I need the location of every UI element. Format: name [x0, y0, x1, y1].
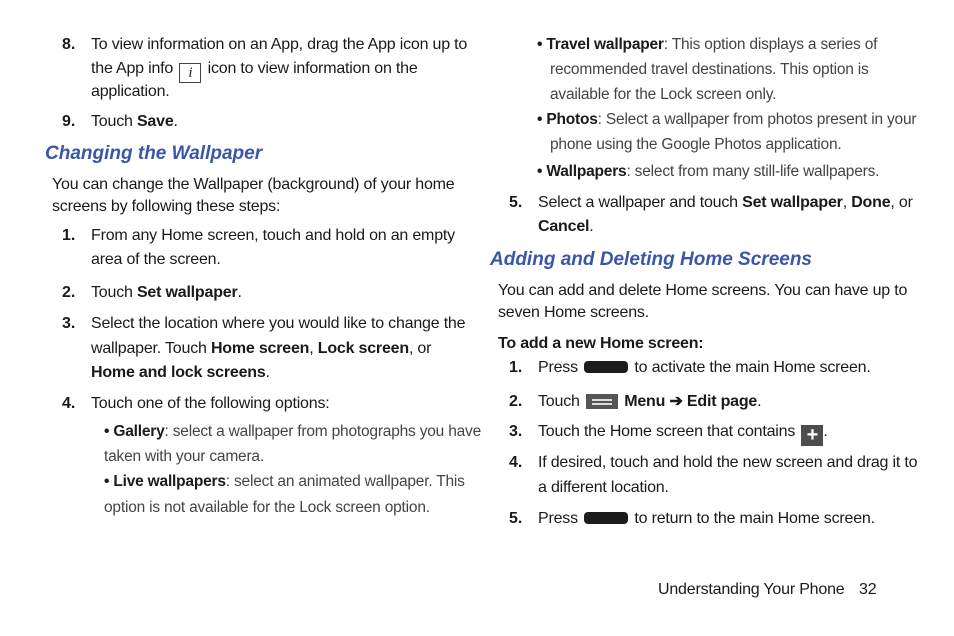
step-text: Cancel.: [538, 218, 594, 235]
step-text: Touch one of the following options:: [91, 395, 330, 412]
step-text: Touch Set wallpaper.: [91, 284, 242, 301]
intro-text: seven Home screens.: [498, 304, 649, 321]
step-text: area of the screen.: [91, 251, 221, 268]
step-text: If desired, touch and hold the new screen and drag it to: [538, 454, 918, 471]
bullet-live-wallpapers: • Live wallpapers: select an animated wallpaper. This: [104, 473, 465, 490]
step-text: To view information on an App, drag the App icon up to: [91, 36, 468, 53]
bullet-gallery: • Gallery: select a wallpaper from photographs you have: [104, 423, 482, 440]
step-text: a different location.: [538, 479, 669, 496]
step-number: 4.: [509, 454, 523, 471]
step-number: 4.: [62, 395, 76, 412]
step-number: 1.: [62, 227, 76, 244]
step-text: Touch Save.: [91, 113, 178, 130]
intro-text: You can add and delete Home screens. You can have up to: [498, 282, 908, 299]
section-heading: Changing the Wallpaper: [45, 143, 263, 164]
step-text: From any Home screen, touch and hold on an empty: [91, 227, 455, 244]
section-heading: Adding and Deleting Home Screens: [490, 249, 812, 270]
step-text: the App info i icon to view information on the: [91, 60, 418, 81]
bullet-text: available for the Lock screen only.: [550, 86, 777, 103]
intro-text: screens by following these steps:: [52, 198, 281, 215]
bullet-travel-wallpaper: • Travel wallpaper: This option displays a series of: [537, 36, 878, 53]
step-text: Press to activate the main Home screen.: [538, 359, 871, 376]
bullet-text: phone using the Google Photos application.: [550, 136, 842, 153]
step-text: Press to return to the main Home screen.: [538, 510, 875, 527]
step-text: Touch the Home screen that contains + .: [538, 423, 828, 446]
step-number: 9.: [62, 113, 76, 130]
step-number: 2.: [509, 393, 523, 410]
bullet-photos: • Photos: Select a wallpaper from photos present in your: [537, 111, 917, 128]
step-number: 1.: [509, 359, 523, 376]
step-text: Select a wallpaper and touch Set wallpaper, Done, or: [538, 194, 913, 211]
bullet-wallpapers: • Wallpapers: select from many still-life wallpapers.: [537, 163, 880, 180]
plus-icon: +: [801, 425, 823, 446]
footer-section-title: Understanding Your Phone: [658, 581, 845, 598]
step-text: Touch Menu ➔ Edit page.: [538, 393, 762, 410]
menu-key-icon: [586, 394, 618, 409]
bullet-text: option is not available for the Lock screen option.: [104, 499, 430, 516]
step-text: application.: [91, 83, 170, 100]
step-text: Home and lock screens.: [91, 364, 270, 381]
subheading: To add a new Home screen:: [498, 335, 704, 352]
page-number: 32: [859, 581, 877, 598]
step-number: 5.: [509, 194, 523, 211]
bullet-text: recommended travel destinations. This option is: [550, 61, 869, 78]
home-key-icon: [584, 361, 628, 373]
step-number: 3.: [509, 423, 523, 440]
home-key-icon: [584, 512, 628, 524]
step-text: wallpaper. Touch Home screen, Lock screen, or: [91, 340, 432, 357]
step-text: Select the location where you would like to change the: [91, 315, 466, 332]
step-number: 5.: [509, 510, 523, 527]
bullet-text: taken with your camera.: [104, 448, 264, 465]
app-info-icon: i: [179, 63, 201, 83]
step-number: 2.: [62, 284, 76, 301]
arrow-icon: ➔: [669, 393, 683, 410]
intro-text: You can change the Wallpaper (background) of your home: [52, 176, 455, 193]
step-number: 8.: [62, 36, 76, 53]
step-number: 3.: [62, 315, 76, 332]
